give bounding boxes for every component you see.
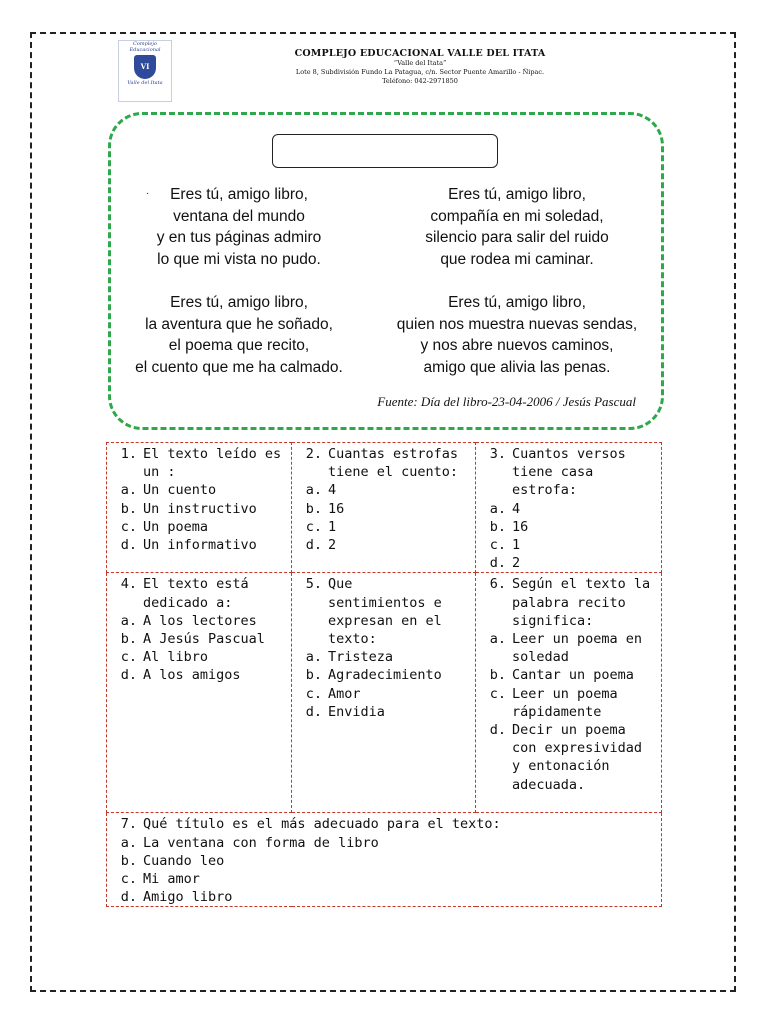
question-number: 7. [120, 816, 137, 833]
option-c[interactable] [484, 685, 657, 721]
question-line: texto: [328, 631, 377, 648]
question-number: 1. [120, 446, 137, 462]
question-line: expresan en el [328, 612, 442, 629]
option-b[interactable] [115, 630, 287, 648]
option-a[interactable] [300, 648, 471, 666]
question-3 [476, 443, 662, 573]
option-letter: c. [120, 871, 137, 888]
option-text: Al libro [143, 649, 209, 666]
question-line: Cuantos versos [512, 446, 626, 462]
option-letter: d. [489, 722, 506, 739]
option-d[interactable] [484, 554, 657, 572]
question-1 [107, 443, 292, 573]
option-letter: d. [120, 889, 137, 906]
question-number: 3. [489, 446, 506, 462]
logo-text-bottom: Valle del Itata [127, 80, 163, 86]
verse: quien nos muestra nuevas sendas, [396, 315, 638, 333]
option-text: Amigo libro [143, 889, 233, 906]
option-d[interactable] [115, 666, 287, 684]
option-text: Un cuento [143, 482, 217, 499]
option-letter: a. [305, 649, 322, 666]
option-text: 4 [328, 482, 337, 499]
option-text: Envidia [328, 703, 385, 720]
logo-text-top: Complejo Educacional [129, 41, 161, 53]
question-7 [107, 813, 662, 907]
option-c[interactable] [300, 518, 471, 536]
question-6 [476, 573, 662, 813]
question-line: tiene casa [512, 464, 594, 481]
option-text: A Jesús Pascual [143, 631, 265, 648]
option-text: A los lectores [143, 612, 257, 629]
question-line: sentimientos e [328, 594, 442, 611]
poem-stanza-right-1 [392, 184, 642, 270]
school-name: COMPLEJO EDUCACIONAL VALLE DEL ITATA [294, 48, 546, 59]
option-text: 2 [512, 555, 521, 572]
option-text: 1 [512, 537, 521, 554]
option-d[interactable] [484, 721, 657, 794]
option-letter: a. [120, 834, 137, 851]
option-letter: d. [489, 555, 506, 572]
verse: Eres tú, amigo libro, [448, 186, 586, 203]
verse: silencio para salir del ruido [425, 229, 609, 246]
option-letter: c. [489, 537, 506, 554]
question-line: significa: [512, 612, 594, 629]
school-address: Lote 8, Subdivisión Fundo La Patagua, c/n. Sector Puente Amarillo - Ñipac. [295, 68, 545, 76]
option-text: A los amigos [143, 667, 241, 684]
option-c[interactable] [300, 685, 471, 703]
option-text: Cuando leo [143, 852, 225, 869]
verse: compañía en mi soledad, [430, 207, 604, 225]
question-number: 5. [305, 576, 322, 593]
option-b[interactable] [115, 852, 657, 870]
poem-source: Fuente: Día del libro-23-04-2006 / Jesús Pascual [377, 394, 636, 409]
question-line: un : [143, 464, 176, 481]
verse: el poema que recito, [168, 337, 310, 354]
option-letter: c. [120, 649, 137, 666]
option-letter: b. [305, 500, 322, 517]
option-text: La ventana con forma de libro [143, 834, 379, 851]
option-b[interactable] [484, 518, 657, 536]
option-text: 2 [328, 537, 337, 554]
option-d[interactable] [300, 703, 471, 721]
poem-stanza-left-1 [114, 184, 364, 270]
option-letter: c. [305, 685, 322, 702]
verse: Eres tú, amigo libro, [448, 294, 586, 311]
option-text: 1 [328, 518, 337, 535]
option-d[interactable] [115, 536, 287, 554]
option-text: Un informativo [143, 537, 257, 554]
verse: lo que mi vista no pudo. [157, 250, 321, 268]
option-letter: b. [120, 500, 137, 517]
option-letter: b. [489, 667, 506, 684]
option-letter: c. [120, 518, 137, 535]
option-text: Amor [328, 685, 361, 702]
option-letter: a. [489, 500, 506, 517]
question-line: Que [328, 576, 353, 593]
option-letter: d. [120, 537, 137, 554]
verse: y nos abre nuevos caminos, [420, 337, 614, 354]
option-text: Un instructivo [143, 500, 257, 517]
option-letter: d. [305, 703, 322, 720]
verse: Eres tú, amigo libro, [170, 294, 308, 311]
option-text: Decir un poema con expresividad y entonación adecuada. [512, 722, 643, 793]
question-line: Cuantas estrofas [328, 446, 459, 462]
option-text: Leer un poema en soledad [512, 631, 643, 666]
verse: amigo que alivia las penas. [423, 358, 611, 376]
question-line: El texto está [143, 576, 249, 593]
school-logo [118, 40, 172, 102]
school-header [240, 48, 600, 86]
verse: que rodea mi caminar. [440, 250, 594, 268]
question-line: estrofa: [512, 482, 578, 499]
option-text: 4 [512, 500, 521, 517]
option-text: Un poema [143, 518, 209, 535]
school-phone: Teléfono: 042-2971850 [382, 77, 458, 85]
option-letter: b. [120, 852, 137, 869]
option-a[interactable] [300, 481, 471, 499]
option-c[interactable] [484, 536, 657, 554]
option-a[interactable] [115, 834, 657, 852]
option-letter: a. [305, 482, 322, 499]
option-letter: c. [489, 685, 506, 702]
option-text: Cantar un poema [512, 667, 634, 684]
option-a[interactable] [484, 500, 657, 518]
questions-table [106, 442, 662, 907]
question-line: Qué título es el más adecuado para el texto: [143, 816, 501, 833]
option-letter: b. [120, 631, 137, 648]
option-letter: a. [120, 482, 137, 499]
option-letter: c. [305, 518, 322, 535]
poem-stanza-right-2 [392, 292, 642, 378]
option-b[interactable] [300, 500, 471, 518]
question-line: dedicado a: [143, 594, 233, 611]
logo-shield-icon: VI [134, 55, 156, 79]
option-letter: b. [489, 518, 506, 535]
question-line: El texto leído es [143, 446, 282, 462]
verse: y en tus páginas admiro [156, 229, 322, 246]
option-d[interactable] [115, 888, 657, 906]
option-b[interactable] [115, 500, 287, 518]
verse: el cuento que me ha calmado. [135, 358, 343, 376]
question-5 [292, 573, 476, 813]
option-letter: b. [305, 667, 322, 684]
option-a[interactable] [484, 630, 657, 666]
option-text: Agradecimiento [328, 667, 442, 684]
option-text: 16 [512, 518, 529, 535]
question-number: 4. [120, 576, 137, 593]
question-number: 6. [489, 576, 506, 593]
option-c[interactable] [115, 518, 287, 536]
option-c[interactable] [115, 870, 657, 888]
option-a[interactable] [115, 612, 287, 630]
bullet-mark: · [146, 188, 150, 199]
question-2 [292, 443, 476, 573]
question-line: palabra recito [512, 594, 626, 611]
verse: Eres tú, amigo libro, [170, 186, 308, 203]
option-letter: d. [120, 667, 137, 684]
option-text: Tristeza [328, 649, 394, 666]
option-text: Mi amor [143, 871, 200, 888]
option-b[interactable] [484, 666, 657, 684]
school-motto: “Valle del Itata” [393, 59, 447, 67]
option-text: Leer un poema rápidamente [512, 685, 618, 720]
option-text: 16 [328, 500, 345, 517]
question-number: 2. [305, 446, 322, 462]
option-letter: a. [120, 612, 137, 629]
option-b[interactable] [300, 666, 471, 684]
option-letter: a. [489, 631, 506, 648]
question-line: tiene el cuento: [328, 464, 459, 481]
poem-stanza-left-2 [114, 292, 364, 378]
question-4 [107, 573, 292, 813]
option-a[interactable] [115, 481, 287, 499]
option-d[interactable] [300, 536, 471, 554]
verse: ventana del mundo [173, 207, 305, 225]
question-line: Según el texto la [512, 576, 651, 593]
verse: la aventura que he soñado, [145, 315, 333, 333]
title-answer-box[interactable] [272, 134, 498, 168]
option-letter: d. [305, 537, 322, 554]
option-c[interactable] [115, 648, 287, 666]
